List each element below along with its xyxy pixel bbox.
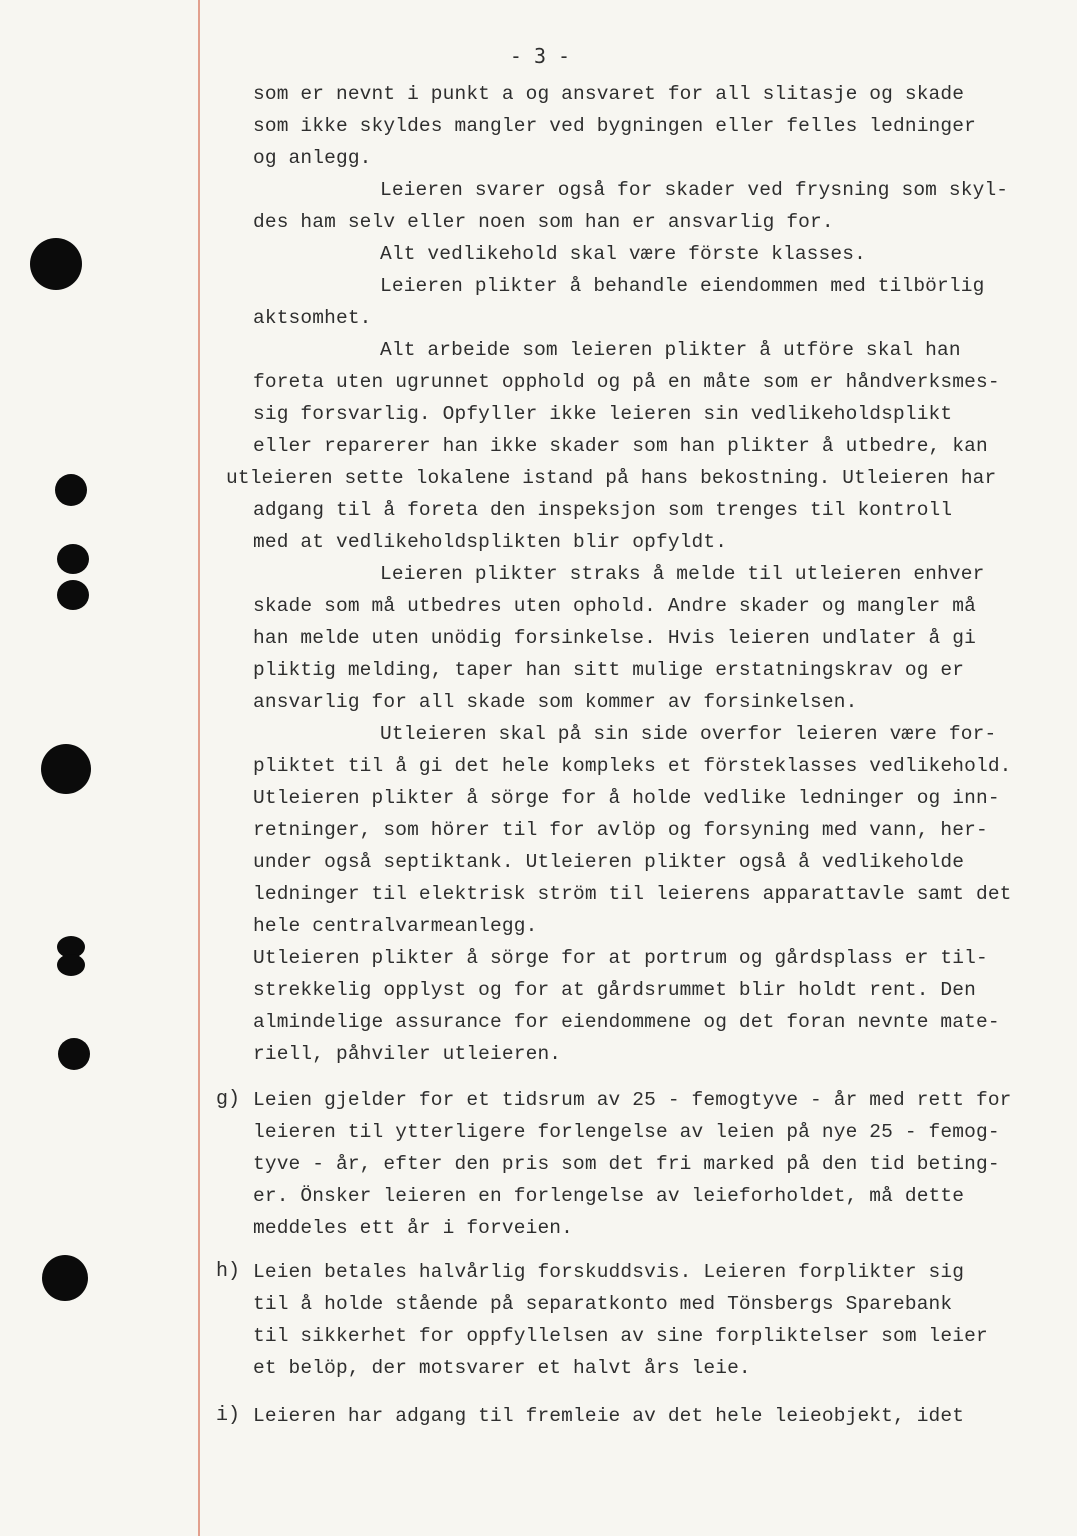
punch-hole — [57, 954, 85, 976]
text-line: strekkelig opplyst og for at gårdsrummet blir holdt rent. Den — [253, 979, 976, 1001]
text-line: ansvarlig for all skade som kommer av forsinkelsen. — [253, 691, 858, 713]
text-line: pliktet til å gi det hele kompleks et försteklasses vedlikehold. — [253, 755, 1012, 777]
punch-hole — [42, 1255, 88, 1301]
text-line: skade som må utbedres uten ophold. Andre skader og mangler må — [253, 595, 976, 617]
text-line: er. Önsker leieren en forlengelse av leieforholdet, må dette — [253, 1185, 965, 1207]
text-line: eller reparerer han ikke skader som han plikter å utbedre, kan — [253, 435, 988, 457]
punch-hole — [57, 544, 89, 574]
text-line: ledninger til elektrisk ström til leierens apparattavle samt det — [253, 883, 1012, 905]
text-line: han melde uten unödig forsinkelse. Hvis leieren undlater å gi — [253, 627, 976, 649]
text-line: leieren til ytterligere forlengelse av leien på nye 25 - femog- — [253, 1121, 1000, 1143]
text-line: Alt vedlikehold skal være förste klasses. — [380, 243, 866, 265]
text-line: tyve - år, efter den pris som det fri marked på den tid beting- — [253, 1153, 1000, 1175]
text-line: Utleieren skal på sin side overfor leieren være for- — [380, 723, 997, 745]
text-line: Leieren plikter å behandle eiendommen med tilbörlig — [380, 275, 985, 297]
text-line: almindelige assurance for eiendommene og det foran nevnte mate- — [253, 1011, 1000, 1033]
text-line: Leieren svarer også for skader ved frysning som skyl- — [380, 179, 1009, 201]
text-line: Leieren plikter straks å melde til utleieren enhver — [380, 563, 985, 585]
text-line: utleieren sette lokalene istand på hans bekostning. Utleieren har — [226, 467, 997, 489]
item-marker-g: g) — [216, 1088, 241, 1111]
margin-rule — [198, 0, 200, 1536]
text-line: sig forsvarlig. Opfyller ikke leieren sin vedlikeholdsplikt — [253, 403, 953, 425]
punch-hole — [41, 744, 91, 794]
text-line: med at vedlikeholdsplikten blir opfyldt. — [253, 531, 728, 553]
text-line: adgang til å foreta den inspeksjon som trenges til kontroll — [253, 499, 953, 521]
text-line: til sikkerhet for oppfyllelsen av sine forpliktelser som leier — [253, 1325, 988, 1347]
text-line: Leieren har adgang til fremleie av det hele leieobjekt, idet — [253, 1405, 965, 1427]
text-line: foreta uten ugrunnet opphold og på en måte som er håndverksmes- — [253, 371, 1000, 393]
punch-hole — [58, 1038, 90, 1070]
page-number: - 3 - — [509, 44, 571, 68]
text-line: Leien betales halvårlig forskuddsvis. Leieren forplikter sig — [253, 1261, 965, 1283]
text-line: hele centralvarmeanlegg. — [253, 915, 538, 937]
text-line: Alt arbeide som leieren plikter å utföre skal han — [380, 339, 961, 361]
text-line: riell, påhviler utleieren. — [253, 1043, 562, 1065]
text-line: des ham selv eller noen som han er ansvarlig for. — [253, 211, 834, 233]
text-line: og anlegg. — [253, 147, 372, 169]
text-line: Utleieren plikter å sörge for å holde vedlike ledninger og inn- — [253, 787, 1000, 809]
text-line: aktsomhet. — [253, 307, 372, 329]
text-line: som ikke skyldes mangler ved bygningen eller felles ledninger — [253, 115, 976, 137]
item-marker-h: h) — [216, 1260, 241, 1283]
punch-hole — [55, 474, 87, 506]
text-line: meddeles ett år i forveien. — [253, 1217, 574, 1239]
text-line: til å holde stående på separatkonto med Tönsbergs Sparebank — [253, 1293, 953, 1315]
item-marker-i: i) — [216, 1404, 241, 1427]
text-line: som er nevnt i punkt a og ansvaret for all slitasje og skade — [253, 83, 965, 105]
punch-hole — [57, 580, 89, 610]
text-line: et belöp, der motsvarer et halvt års leie. — [253, 1357, 751, 1379]
text-line: Utleieren plikter å sörge for at portrum og gårdsplass er til- — [253, 947, 988, 969]
text-line: Leien gjelder for et tidsrum av 25 - femogtyve - år med rett for — [253, 1089, 1012, 1111]
punch-hole — [30, 238, 82, 290]
text-line: under også septiktank. Utleieren plikter også å vedlikeholde — [253, 851, 965, 873]
text-line: pliktig melding, taper han sitt mulige erstatningskrav og er — [253, 659, 965, 681]
text-line: retninger, som hörer til for avlöp og forsyning med vann, her- — [253, 819, 988, 841]
